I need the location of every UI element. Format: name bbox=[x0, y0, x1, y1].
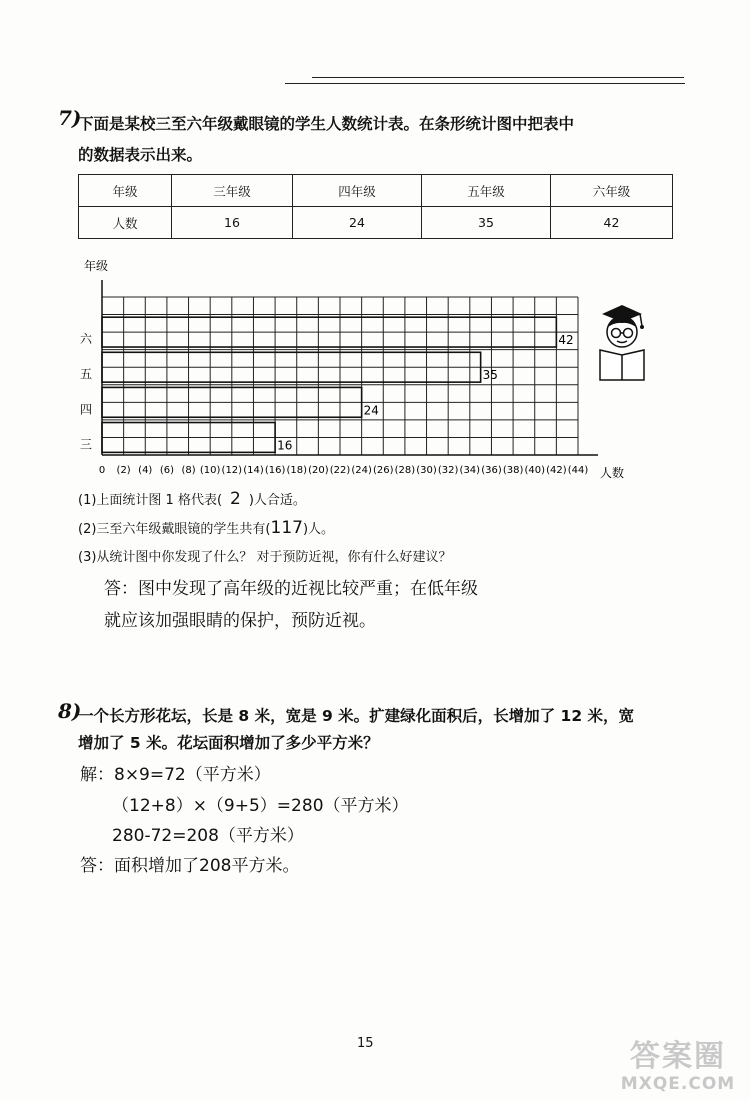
q8-solution-line3: 280-72=208（平方米） bbox=[112, 826, 304, 846]
table-cell: 六年级 bbox=[551, 175, 673, 207]
table-cell: 年级 bbox=[79, 175, 172, 207]
stats-table bbox=[78, 174, 673, 239]
bar-value-label: 16 bbox=[277, 438, 293, 453]
x-tick-label: (24) bbox=[351, 465, 372, 476]
table-cell: 三年级 bbox=[172, 175, 293, 207]
sub-question-2-suffix: )人。 bbox=[302, 522, 335, 537]
q8-answer: 答：面积增加了208平方米。 bbox=[80, 856, 300, 876]
x-tick-label: (4) bbox=[138, 465, 153, 476]
sub-question-1-suffix: )人合适。 bbox=[248, 493, 306, 508]
table-row bbox=[79, 207, 673, 239]
x-tick-label: (2) bbox=[116, 465, 131, 476]
x-tick-label: (28) bbox=[394, 465, 416, 476]
x-tick-label: (36) bbox=[481, 465, 502, 476]
x-tick-label: (10) bbox=[199, 465, 221, 476]
bar-value-label: 24 bbox=[363, 403, 379, 418]
q8-solution-line1: 解：8×9=72（平方米） bbox=[80, 765, 271, 785]
q7-answer-line2: 就应该加强眼睛的保护，预防近视。 bbox=[104, 611, 376, 631]
x-tick-label: (38) bbox=[502, 465, 524, 476]
x-tick-label: (6) bbox=[159, 465, 174, 476]
q7-text-line2: 的数据表示出来。 bbox=[78, 146, 203, 164]
sub-question-1-answer: 2 bbox=[230, 489, 241, 509]
x-tick-label: (18) bbox=[286, 465, 307, 476]
x-tick-label: (30) bbox=[416, 465, 437, 476]
x-tick-label: (16) bbox=[264, 465, 286, 476]
header-rule-bottom bbox=[285, 83, 685, 84]
q7-number: 7) bbox=[58, 106, 82, 130]
watermark-logo bbox=[614, 1040, 742, 1094]
bar-value-label: 42 bbox=[558, 333, 574, 348]
sub-question-1-prefix: (1)上面统计图 1 格代表( bbox=[78, 493, 223, 508]
q8-number: 8) bbox=[58, 699, 82, 723]
x-tick-label: (34) bbox=[459, 465, 481, 476]
y-axis-label: 年级 bbox=[84, 259, 109, 273]
x-tick-label: (42) bbox=[546, 465, 567, 476]
x-tick-label: (12) bbox=[221, 465, 243, 476]
x-tick-label: (8) bbox=[181, 465, 196, 476]
table-header-row bbox=[79, 175, 673, 207]
x-tick-label: (32) bbox=[437, 465, 459, 476]
table-cell: 42 bbox=[551, 207, 673, 239]
category-label: 三 bbox=[80, 437, 93, 452]
table-cell: 24 bbox=[293, 207, 422, 239]
category-label: 五 bbox=[80, 367, 93, 382]
q8-solution-line2: （12+8）×（9+5）=280（平方米） bbox=[112, 796, 409, 816]
table-cell: 五年级 bbox=[422, 175, 551, 207]
table-cell: 四年级 bbox=[293, 175, 422, 207]
sub-question-1 bbox=[78, 487, 306, 513]
page-number: 15 bbox=[357, 1036, 374, 1051]
x-tick-label: (20) bbox=[308, 465, 329, 476]
x-tick-label: (26) bbox=[373, 465, 394, 476]
x-tick-label: (44) bbox=[567, 465, 589, 476]
table-cell: 16 bbox=[172, 207, 293, 239]
bar-value-label: 35 bbox=[482, 368, 498, 383]
watermark-logo-text: 答案圈 bbox=[630, 1039, 726, 1074]
x-tick-label: 0 bbox=[98, 465, 106, 476]
table-cell: 35 bbox=[422, 207, 551, 239]
q8-text-line1: 一个长方形花坛，长是 8 米，宽是 9 米。扩建绿化面积后，长增加了 12 米，宽 bbox=[78, 707, 635, 725]
q7-answer-line1: 答：图中发现了高年级的近视比较严重；在低年级 bbox=[104, 579, 478, 599]
table-cell: 人数 bbox=[79, 207, 172, 239]
watermark-url: MXQE.COM bbox=[620, 1074, 736, 1094]
category-label: 四 bbox=[80, 402, 93, 417]
header-rule-top bbox=[312, 77, 684, 78]
sub-question-2-answer: 117 bbox=[270, 518, 303, 538]
teacher-reading-icon bbox=[594, 300, 654, 382]
sub-question-2-prefix: (2)三至六年级戴眼镜的学生共有( bbox=[78, 522, 271, 537]
q8-text-line2: 增加了 5 米。花坛面积增加了多少平方米？ bbox=[78, 734, 379, 752]
x-tick-label: (22) bbox=[329, 465, 351, 476]
x-tick-label: (40) bbox=[524, 465, 545, 476]
x-tick-label: (14) bbox=[243, 465, 264, 476]
faint-background-text bbox=[225, 640, 249, 708]
sub-question-2 bbox=[78, 516, 334, 542]
category-label: 六 bbox=[80, 332, 93, 347]
bar-chart bbox=[60, 250, 660, 485]
q7-text-line1: 下面是某校三至六年级戴眼镜的学生人数统计表。在条形统计图中把表中 bbox=[78, 115, 575, 133]
sub-question-3: (3)从统计图中你发现了什么？ 对于预防近视，你有什么好建议？ bbox=[78, 550, 452, 565]
x-axis-label: 人数 bbox=[600, 466, 625, 480]
